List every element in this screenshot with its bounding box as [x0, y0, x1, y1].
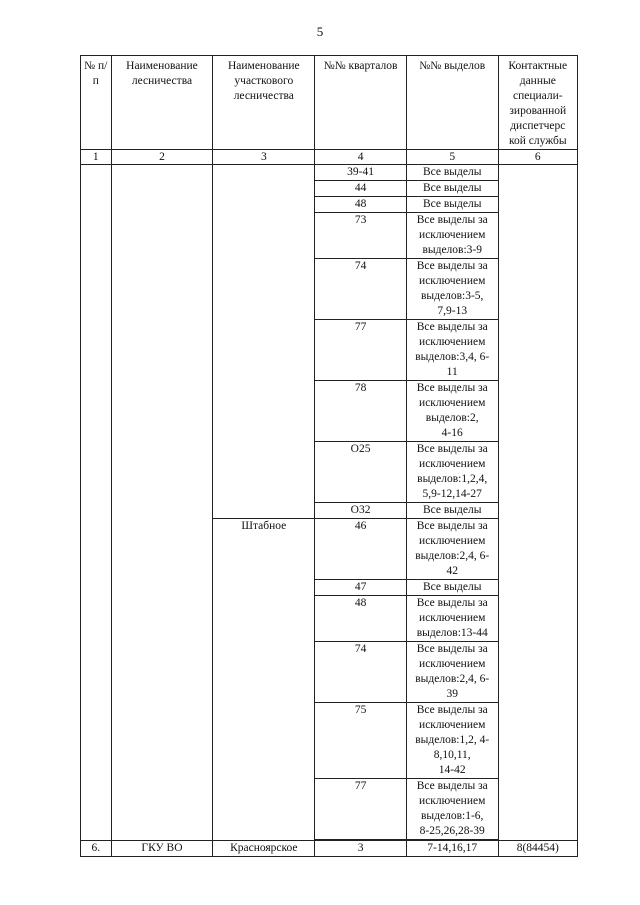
quarter-cell: 77: [315, 320, 407, 381]
contact-cell-empty: [498, 165, 577, 841]
quarter-cell: 75: [315, 703, 407, 779]
column-number-row: [81, 150, 578, 165]
allotment-cell: Все выделы: [406, 580, 498, 596]
district-cell: Красноярское: [213, 841, 315, 857]
header-num: № п/п: [81, 56, 112, 150]
column-number: 1: [81, 150, 112, 165]
header-quarters: №№ кварталов: [315, 56, 407, 150]
allotment-cell: Все выделы за исключением выделов:3,4, 6- 11: [406, 320, 498, 381]
header-allotments: №№ выделов: [406, 56, 498, 150]
allotment-cell: Все выделы за исключением выделов:3-9: [406, 213, 498, 259]
column-number: 4: [315, 150, 407, 165]
allotment-cell: Все выделы за исключением выделов:13-44: [406, 596, 498, 642]
district-cell: Штабное: [213, 519, 315, 841]
page-number: 5: [316, 24, 324, 39]
header-row: [81, 56, 578, 150]
table-row: [81, 841, 578, 857]
quarter-cell: 73: [315, 213, 407, 259]
quarter-cell: О32: [315, 503, 407, 519]
allotment-cell: Все выделы: [406, 503, 498, 519]
quarter-cell: 46: [315, 519, 407, 580]
allotment-cell: Все выделы: [406, 181, 498, 197]
allotment-cell: Все выделы за исключением выделов:2,4, 6- 39: [406, 642, 498, 703]
quarter-cell: 78: [315, 381, 407, 442]
allotment-cell: Все выделы за исключением выделов:2,4, 6- 42: [406, 519, 498, 580]
header-district: Наименование участкового лесничества: [213, 56, 315, 150]
num-cell: 6.: [81, 841, 112, 857]
quarter-cell: 74: [315, 642, 407, 703]
quarter-cell: 74: [315, 259, 407, 320]
quarter-cell: О25: [315, 442, 407, 503]
column-number: 2: [111, 150, 213, 165]
header-forestry: Наименование лесничества: [111, 56, 213, 150]
allotment-cell: Все выделы за исключением выделов:3-5, 7,9-13: [406, 259, 498, 320]
forestry-table: [80, 55, 578, 857]
column-number: 6: [498, 150, 577, 165]
allotment-cell: Все выделы за исключением выделов:1-6, 8-25,26,28-39: [406, 779, 498, 840]
quarter-cell: 48: [315, 197, 407, 213]
quarter-cell: 44: [315, 181, 407, 197]
district-cell-empty: [213, 165, 315, 519]
header-contact: Контактные данные специали- зированной диспетчерс кой службы: [498, 56, 577, 150]
num-cell-empty: [81, 165, 112, 841]
allotment-cell: Все выделы за исключением выделов:1,2,4, 5,9-12,14-27: [406, 442, 498, 503]
allotment-cell: 7-14,16,17: [406, 841, 498, 857]
forestry-cell-empty: [111, 165, 213, 841]
contact-cell: 8(84454): [498, 841, 577, 857]
quarter-cell: 48: [315, 596, 407, 642]
allotment-cell: Все выделы: [406, 197, 498, 213]
column-number: 5: [406, 150, 498, 165]
quarter-cell: 3: [315, 841, 407, 857]
forestry-cell: ГКУ ВО: [111, 841, 213, 857]
quarter-cell: 47: [315, 580, 407, 596]
table-row: [81, 165, 578, 181]
allotment-cell: Все выделы: [406, 165, 498, 181]
quarter-cell: 77: [315, 779, 407, 840]
allotment-cell: Все выделы за исключением выделов:1,2, 4- 8,10,11, 14-42: [406, 703, 498, 779]
allotment-cell: Все выделы за исключением выделов:2, 4-16: [406, 381, 498, 442]
column-number: 3: [213, 150, 315, 165]
quarter-cell: 39-41: [315, 165, 407, 181]
